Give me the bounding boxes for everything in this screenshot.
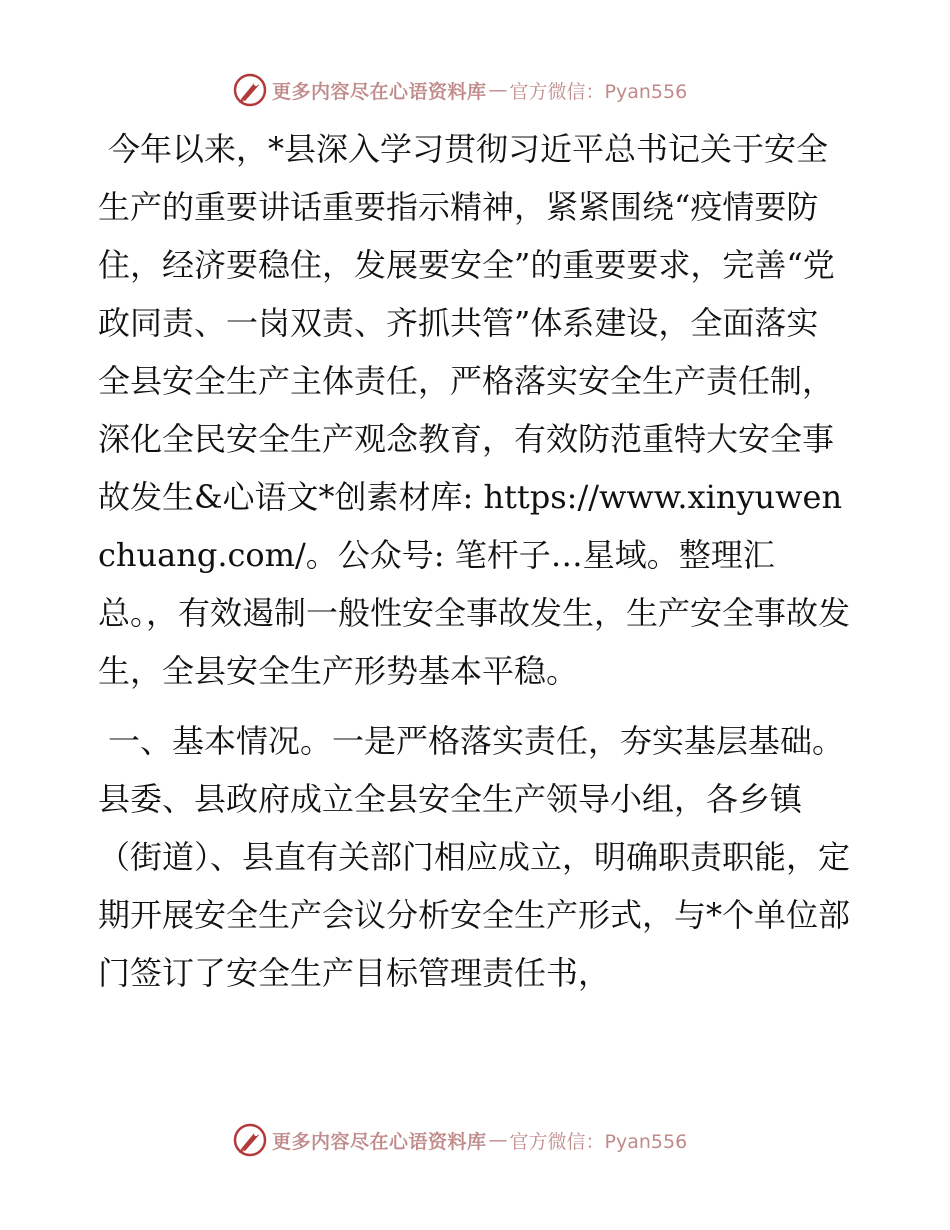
- paragraph-text: 今年以来，*县深入学习贯彻习近平总书记关于安全生产的重要讲话重要指示精神，紧紧围绕“疫情要防住，经济要稳住，发展要安全”的重要要求，完善“党政同责、一岗双责、齐抓共管”体系建设，全面落实全县安全生产主体责任，严格落实安全生产责任制，深化全民安全生产观念教育，有效防范重特大安全事故发生&心语文*创素材库: https://www.xinyuwenchuang.com/。公众号: 笔杆子…星域。整理汇总。，有效遏制一般性安全事故发生，生产安全事故发生，全县安全生产形势基本平稳。: [98, 130, 851, 690]
- watermark-dash: —: [488, 1129, 508, 1151]
- watermark-dash: —: [488, 79, 508, 101]
- document-body: [98, 120, 850, 1002]
- pen-logo-icon: [232, 1122, 268, 1158]
- paragraph-intro: [98, 120, 850, 700]
- watermark-text: 更多内容尽在心语资料库: [272, 80, 487, 103]
- watermark-text: 更多内容尽在心语资料库: [272, 1130, 487, 1153]
- watermark-header: [232, 70, 687, 110]
- watermark-footer: [232, 1120, 687, 1160]
- paragraph-basic-situation: [98, 712, 850, 1002]
- pen-logo-icon: [232, 72, 268, 108]
- paragraph-text: 一、基本情况。一是严格落实责任，夯实基层基础。县委、县政府成立全县安全生产领导小组，各乡镇（街道）、县直有关部门相应成立，明确职责职能，定期开展安全生产会议分析安全生产形式，与*个单位部门签订了安全生产目标管理责任书，: [98, 722, 851, 992]
- watermark-contact: 官方微信：Pyan556: [509, 1130, 688, 1153]
- watermark-contact: 官方微信：Pyan556: [509, 80, 688, 103]
